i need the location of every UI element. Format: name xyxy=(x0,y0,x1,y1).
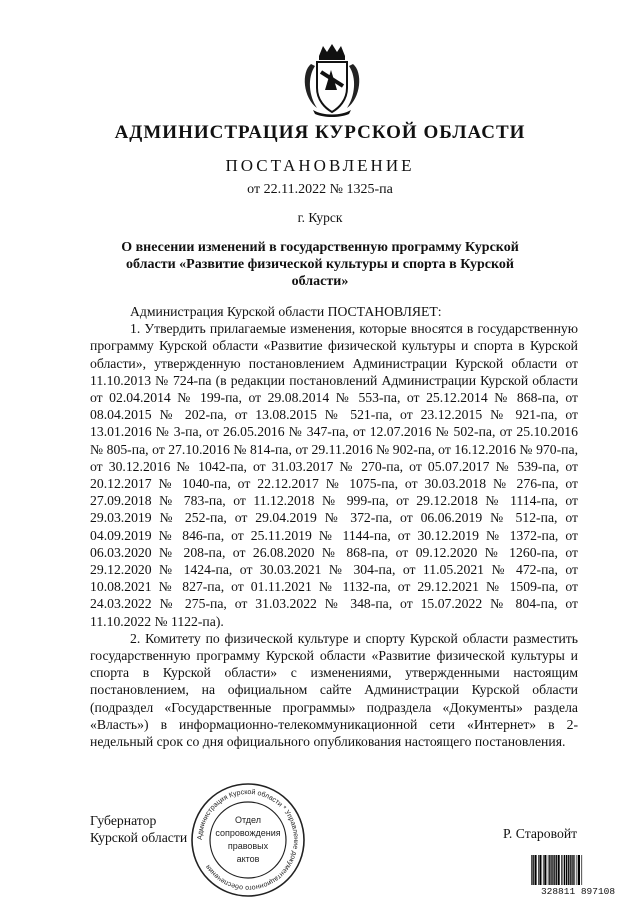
barcode-bar xyxy=(561,855,562,885)
signatory-name: Р. Старовойт xyxy=(503,826,578,841)
document-body xyxy=(90,303,578,750)
stamp-line2: сопровождения xyxy=(215,828,281,838)
barcode-bar xyxy=(551,855,552,885)
barcode-number: 328811 897108 xyxy=(540,886,616,897)
barcode-bar xyxy=(539,855,541,885)
barcode-bar xyxy=(566,855,567,885)
barcode-bar xyxy=(581,855,582,885)
barcode-bar xyxy=(553,855,554,885)
stamp-line1: Отдел xyxy=(234,815,262,825)
barcode-bar xyxy=(577,855,578,885)
barcode-bar xyxy=(570,855,571,885)
paragraph-2: 2. Комитету по физической культуре и спорту Курской области разместить государственную программу Курской области «Развитие физической культуры и спорта в Курской области» с изменениями, утвержденными настоящим постановлением, на официальном сайте Администрации Курской области (подраздел «Государственные программы» подраздела «Документы» раздела «Власть») в информационно-телекоммуникационной сети «Интернет» в 2-недельный срок со дня официального опубликования настоящего постановления. xyxy=(90,630,578,750)
barcode xyxy=(530,855,626,899)
barcode-bars xyxy=(530,855,626,885)
stamp-line4: актов xyxy=(236,854,260,864)
barcode-bar xyxy=(563,855,564,885)
barcode-bar xyxy=(549,855,550,885)
signatory-position-line2: Курской области xyxy=(90,830,188,845)
stamp-ring-text: Администрация Курской области * Управление документационного обеспечения xyxy=(196,788,300,892)
coat-of-arms-icon xyxy=(297,42,367,117)
barcode-bar xyxy=(548,855,549,885)
document-subject: О внесении изменений в государственную программу Курской области «Развитие физической культуры и спорта в Курской области» xyxy=(121,240,519,289)
barcode-bar xyxy=(564,855,565,885)
barcode-bar xyxy=(544,855,546,885)
barcode-bar xyxy=(556,855,557,885)
signatory-position xyxy=(90,812,187,846)
barcode-bar xyxy=(558,855,560,885)
document-date-number: от 22.11.2022 № 1325-па xyxy=(247,182,393,197)
barcode-bar xyxy=(568,855,569,885)
signatory-position-line1: Губернатор xyxy=(90,813,157,828)
barcode-bar xyxy=(531,855,532,885)
barcode-bar xyxy=(574,855,575,885)
organization-title: АДМИНИСТРАЦИЯ КУРСКОЙ ОБЛАСТИ xyxy=(114,122,526,143)
barcode-bar xyxy=(538,855,539,885)
stamp-line3: правовых xyxy=(227,841,269,851)
resolution-lead: Администрация Курской области ПОСТАНОВЛЯЕТ: xyxy=(130,304,442,319)
barcode-bar xyxy=(535,855,537,885)
barcode-bar xyxy=(572,855,573,885)
document-type: ПОСТАНОВЛЕНИЕ xyxy=(225,156,415,175)
barcode-bar xyxy=(578,855,580,885)
stamp-seal xyxy=(188,780,308,900)
paragraph-1: 1. Утвердить прилагаемые изменения, которые вносятся в государственную программу Курской области «Развитие физической культуры и спорта в Курской области», утвержденную постановлением Администрации Курской области от 11.10.2013 № 724-па (в редакции постановлений Администрации Курской области от 02.04.2014 № 199-па, от 29.08.2014 № 553-па, от 25.12.2014 № 868-па, от 08.04.2015 № 202-па, от 13.08.2015 № 521-па, от 23.12.2015 № 921-па, от 13.01.2016 № 3-па, от 26.05.2016 № 347-па, от 12.07.2016 № 502-па, от 25.10.2016 № 805-па, от 27.10.2016 № 814-па, от 29.11.2016 № 902-па, от 16.12.2016 № 970-па, от 30.12.2016 № 1042-па, от 31.03.2017 № 270-па, от 05.07.2017 № 539-па, от 20.12.2017 № 1040-па, от 22.12.2017 № 1075-па, от 30.03.2018 № 276-па, от 27.09.2018 № 783-па, от 11.12.2018 № 999-па, от 29.12.2018 № 1114-па, от 29.03.2019 № 252-па, от 29.04.2019 № 372-па, от 06.06.2019 № 512-па, от 04.09.2019 № 846-па, от 25.11.2019 № 1144-па, от 30.12.2019 № 1372-па, от 06.03.2020 № 208-па, от 26.08.2020 № 868-па, от 09.12.2020 № 1260-па, от 29.12.2020 № 1424-па, от 30.03.2021 № 304-па, от 11.05.2021 № 472-па, от 10.08.2021 № 827-па, от 01.11.2021 № 1132-па, от 29.12.2021 № 1509-па, от 24.03.2022 № 275-па, от 31.03.2022 № 348-па, от 15.07.2022 № 804-па, от 11.10.2022 № 1122-па). xyxy=(90,321,578,629)
document-city: г. Курск xyxy=(297,210,343,225)
barcode-bar xyxy=(543,855,544,885)
barcode-bar xyxy=(532,855,533,885)
